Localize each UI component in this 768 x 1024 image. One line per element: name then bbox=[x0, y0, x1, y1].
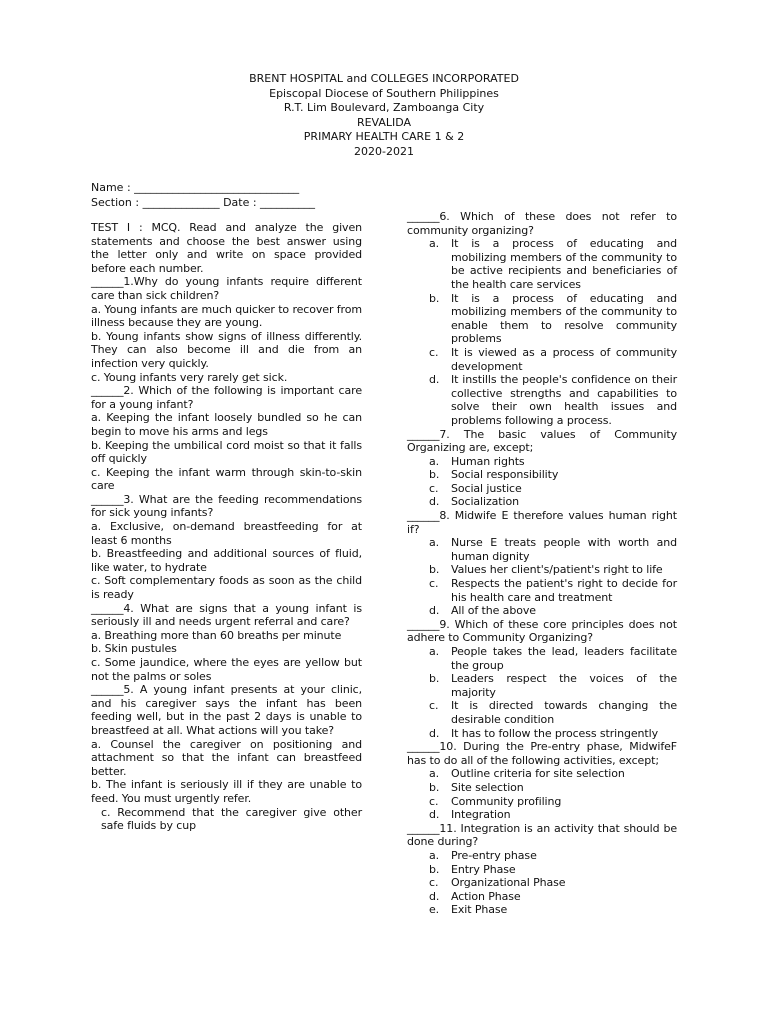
answer-option bbox=[407, 903, 677, 917]
q7-options bbox=[407, 455, 677, 509]
option-letter: a. bbox=[429, 645, 440, 658]
option-text: All of the above bbox=[451, 604, 536, 618]
option-text: Socialization bbox=[451, 495, 519, 509]
question-10: ______10. During the Pre-entry phase, MidwifeF has to do all of the following activities, except; bbox=[407, 740, 677, 767]
option-letter: b. bbox=[429, 862, 440, 876]
answer-option bbox=[407, 468, 677, 482]
right-column bbox=[407, 210, 677, 917]
answer-option bbox=[407, 849, 677, 863]
question-5: ______5. A young infant presents at your clinic, and his caregiver says the infant has been feeding well, but in the past 2 days is unable to breastfeed at all. What actions will you take? bbox=[91, 683, 362, 737]
option-text: It instills the people's confidence on their collective strengths and capabilities to solve their own health issues and problems following a process. bbox=[451, 373, 677, 427]
q3-option-b: b. Breastfeeding and additional sources of fluid, like water, to hydrate bbox=[91, 547, 362, 574]
q4-option-c: c. Some jaundice, where the eyes are yellow but not the palms or soles bbox=[91, 656, 362, 683]
answer-option bbox=[407, 536, 677, 563]
answer-option bbox=[407, 863, 677, 877]
option-text: Integration bbox=[451, 808, 511, 822]
answer-option bbox=[407, 645, 677, 672]
answer-option bbox=[407, 237, 677, 291]
option-letter: a. bbox=[429, 237, 440, 251]
option-letter: d. bbox=[429, 726, 440, 740]
answer-option bbox=[407, 292, 677, 346]
option-text: Exit Phase bbox=[451, 903, 508, 917]
option-letter: d. bbox=[429, 373, 440, 387]
name-field[interactable]: Name : ______________________________ bbox=[91, 181, 300, 194]
test-instructions: TEST I : MCQ. Read and analyze the given statements and choose the best answer using the letter only and write on space provided before each number. bbox=[91, 221, 362, 275]
q1-option-b: b. Young infants show signs of illness differently. They can also become ill and die from an infection very quickly. bbox=[91, 329, 362, 370]
question-1: ______1.Why do young infants require different care than sick children? bbox=[91, 275, 362, 302]
option-letter: c. bbox=[429, 345, 439, 359]
left-column bbox=[91, 221, 362, 833]
q4-option-b: b. Skin pustules bbox=[91, 642, 177, 656]
answer-option bbox=[407, 699, 677, 726]
answer-option bbox=[407, 727, 677, 741]
option-letter: a. bbox=[429, 536, 440, 550]
question-9: ______9. Which of these core principles does not adhere to Community Organizing? bbox=[407, 617, 677, 645]
q2-option-a: a. Keeping the infant loosely bundled so he can begin to move his arms and legs bbox=[91, 411, 362, 438]
option-letter: b. bbox=[429, 563, 440, 577]
question-3: ______3. What are the feeding recommendations for sick young infants? bbox=[91, 492, 362, 520]
option-text: Pre-entry phase bbox=[451, 848, 537, 862]
option-letter: c. bbox=[429, 876, 439, 890]
q8-options bbox=[407, 536, 677, 618]
institution-name: BRENT HOSPITAL and COLLEGES INCORPORATED bbox=[249, 72, 519, 85]
answer-option bbox=[407, 577, 677, 604]
option-text: It is viewed as a process of community development bbox=[451, 345, 677, 373]
option-text: Outline criteria for site selection bbox=[451, 767, 625, 781]
option-letter: b. bbox=[429, 468, 440, 482]
option-text: Community profiling bbox=[451, 794, 562, 808]
option-letter: d. bbox=[429, 604, 440, 618]
q3-option-c: c. Soft complementary foods as soon as the child is ready bbox=[91, 574, 362, 602]
option-text: Social responsibility bbox=[451, 468, 559, 482]
option-text: Entry Phase bbox=[451, 862, 516, 876]
option-letter: b. bbox=[429, 780, 440, 794]
option-letter: b. bbox=[429, 672, 440, 686]
option-letter: d. bbox=[429, 889, 440, 903]
option-letter: a. bbox=[429, 767, 440, 781]
q10-options bbox=[407, 767, 677, 821]
question-11: ______11. Integration is an activity that should be done during? bbox=[407, 821, 677, 849]
answer-option bbox=[407, 373, 677, 427]
q5-option-b: b. The infant is seriously ill if they are unable to feed. You must urgently refer. bbox=[91, 778, 362, 805]
student-fields bbox=[91, 181, 315, 210]
option-letter: a. bbox=[429, 454, 440, 468]
q2-option-b: b. Keeping the umbilical cord moist so that it falls off quickly bbox=[91, 438, 362, 466]
document-header bbox=[0, 72, 768, 160]
q6-options bbox=[407, 237, 677, 427]
option-text: People takes the lead, leaders facilitate the group bbox=[451, 645, 677, 672]
diocese-name: Episcopal Diocese of Southern Philippines bbox=[269, 86, 499, 100]
q11-options bbox=[407, 849, 677, 917]
q9-options bbox=[407, 645, 677, 740]
option-text: It has to follow the process stringently bbox=[451, 726, 658, 740]
option-text: It is directed towards changing the desirable condition bbox=[451, 699, 677, 726]
answer-option bbox=[407, 455, 677, 469]
option-text: Human rights bbox=[451, 454, 525, 468]
option-text: It is a process of educating and mobilizing members of the community to enable them to resolve community problems bbox=[451, 291, 677, 346]
option-letter: c. bbox=[429, 481, 439, 495]
question-2: ______2. Which of the following is important care for a young infant? bbox=[91, 384, 362, 411]
answer-option bbox=[407, 672, 677, 699]
answer-option bbox=[407, 781, 677, 795]
option-letter: e. bbox=[429, 903, 440, 917]
option-text: Leaders respect the voices of the majority bbox=[451, 672, 677, 699]
question-4: ______4. What are signs that a young infant is seriously ill and needs urgent referral and care? bbox=[91, 601, 362, 629]
answer-option bbox=[407, 890, 677, 904]
q5-option-a: a. Counsel the caregiver on positioning and attachment so that the infant can breastfeed better. bbox=[91, 737, 362, 778]
option-letter: d. bbox=[429, 808, 440, 822]
school-year: 2020-2021 bbox=[354, 144, 414, 158]
section-date-field[interactable]: Section : ______________ Date : __________ bbox=[91, 195, 316, 209]
option-text: It is a process of educating and mobilizing members of the community to be active recipients and beneficiaries of the health care services bbox=[451, 237, 677, 291]
question-6: ______6. Which of these does not refer to community organizing? bbox=[407, 210, 677, 237]
option-letter: a. bbox=[429, 848, 440, 862]
option-letter: b. bbox=[429, 291, 440, 305]
option-text: Site selection bbox=[451, 780, 524, 794]
answer-option bbox=[407, 346, 677, 373]
option-letter: d. bbox=[429, 495, 440, 509]
answer-option bbox=[407, 795, 677, 809]
course-title: PRIMARY HEALTH CARE 1 & 2 bbox=[303, 130, 465, 144]
q5-option-c: c. Recommend that the caregiver give other safe fluids by cup bbox=[101, 805, 362, 833]
q2-option-c: c. Keeping the infant warm through skin-to-skin care bbox=[91, 465, 362, 493]
address: R.T. Lim Boulevard, Zamboanga City bbox=[283, 101, 485, 115]
option-text: Values her client's/patient's right to life bbox=[451, 563, 663, 577]
exam-type: REVALIDA bbox=[356, 115, 412, 129]
option-text: Respects the patient's right to decide for his health care and treatment bbox=[451, 577, 677, 604]
answer-option bbox=[407, 876, 677, 890]
option-text: Action Phase bbox=[451, 889, 521, 903]
answer-option bbox=[407, 808, 677, 822]
option-text: Social justice bbox=[451, 481, 522, 495]
option-text: Nurse E treats people with worth and human dignity bbox=[451, 536, 677, 563]
answer-option bbox=[407, 482, 677, 496]
q1-option-c: c. Young infants very rarely get sick. bbox=[91, 370, 288, 384]
option-letter: c. bbox=[429, 699, 439, 713]
answer-option bbox=[407, 563, 677, 577]
q4-option-a: a. Breathing more than 60 breaths per minute bbox=[91, 628, 342, 642]
q1-option-a: a. Young infants are much quicker to recover from illness because they are young. bbox=[91, 302, 362, 330]
question-7: ______7. The basic values of Community Organizing are, except; bbox=[407, 427, 677, 455]
answer-option bbox=[407, 604, 677, 618]
answer-option bbox=[407, 767, 677, 781]
option-letter: c. bbox=[429, 794, 439, 808]
option-letter: c. bbox=[429, 577, 439, 591]
q3-option-a: a. Exclusive, on-demand breastfeeding for at least 6 months bbox=[91, 520, 362, 547]
question-8: ______8. Midwife E therefore values human right if? bbox=[407, 509, 677, 536]
option-text: Organizational Phase bbox=[451, 876, 566, 890]
answer-option bbox=[407, 495, 677, 509]
